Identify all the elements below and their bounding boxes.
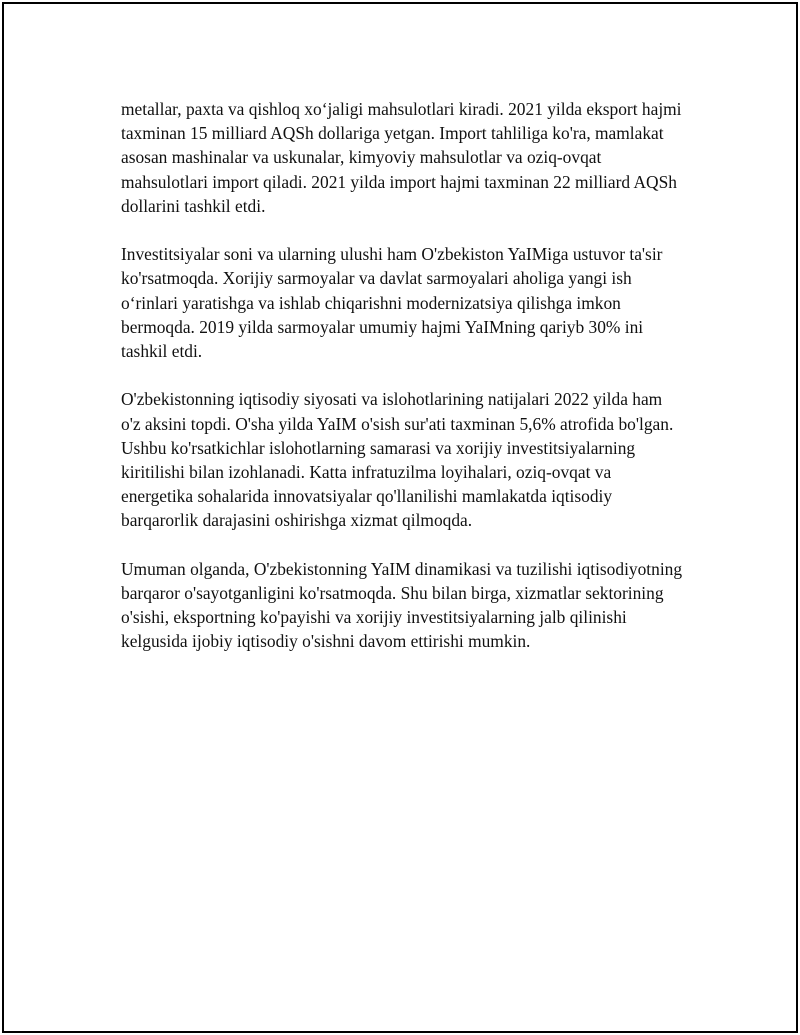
paragraph-economic-policy: O'zbekistonning iqtisodiy siyosati va islohotlarining natijalari 2022 yilda ham o'z aksini topdi. O'sha yilda YaIM o'sish sur'ati taxminan 5,6% atrofida bo'lgan. Ushbu ko'rsatkichlar islohotlarning samarasi va xorijiy investitsiyalarning kiritilishi bilan izohlanadi. Katta infratuzilma loyihalari, oziq-ovqat va energetika sohalarida innovatsiyalar qo'llanilishi mamlakatda iqtisodiy barqarorlik darajasini oshirishga xizmat qilmoqda. <box>121 389 674 531</box>
document-page <box>2 2 798 1033</box>
paragraph-exports-imports: metallar, paxta va qishloq xo‘jaligi mahsulotlari kiradi. 2021 yilda eksport hajmi taxminan 15 milliard AQSh dollariga yetgan. Import tahliliga ko'ra, mamlakat asosan mashinalar va uskunalar, kimyoviy mahsulotlar va oziq-ovqat mahsulotlari import qiladi. 2021 yilda import hajmi taxminan 22 milliard AQSh dollarini tashkil etdi. <box>121 99 682 216</box>
paragraph-investments: Investitsiyalar soni va ularning ulushi ham O'zbekiston YaIMiga ustuvor ta'sir ko'rsatmoqda. Xorijiy sarmoyalar va davlat sarmoyalari aholiga yangi ish o‘rinlari yaratishga va ishlab chiqarishni modernizatsiya qilishga imkon bermoqda. 2019 yilda sarmoyalar umumiy hajmi YaIMning qariyb 30% ini tashkil etdi. <box>121 244 663 362</box>
document-body <box>121 97 686 678</box>
paragraph-conclusion: Umuman olganda, O'zbekistonning YaIM dinamikasi va tuzilishi iqtisodiyotning barqaror o'sayotganligini ko'rsatmoqda. Shu bilan birga, xizmatlar sektorining o'sishi, eksportning ko'payishi va xorijiy investitsiyalarning jalb qilinishi kelgusida ijobiy iqtisodiy o'sishni davom ettirishi mumkin. <box>121 558 683 652</box>
